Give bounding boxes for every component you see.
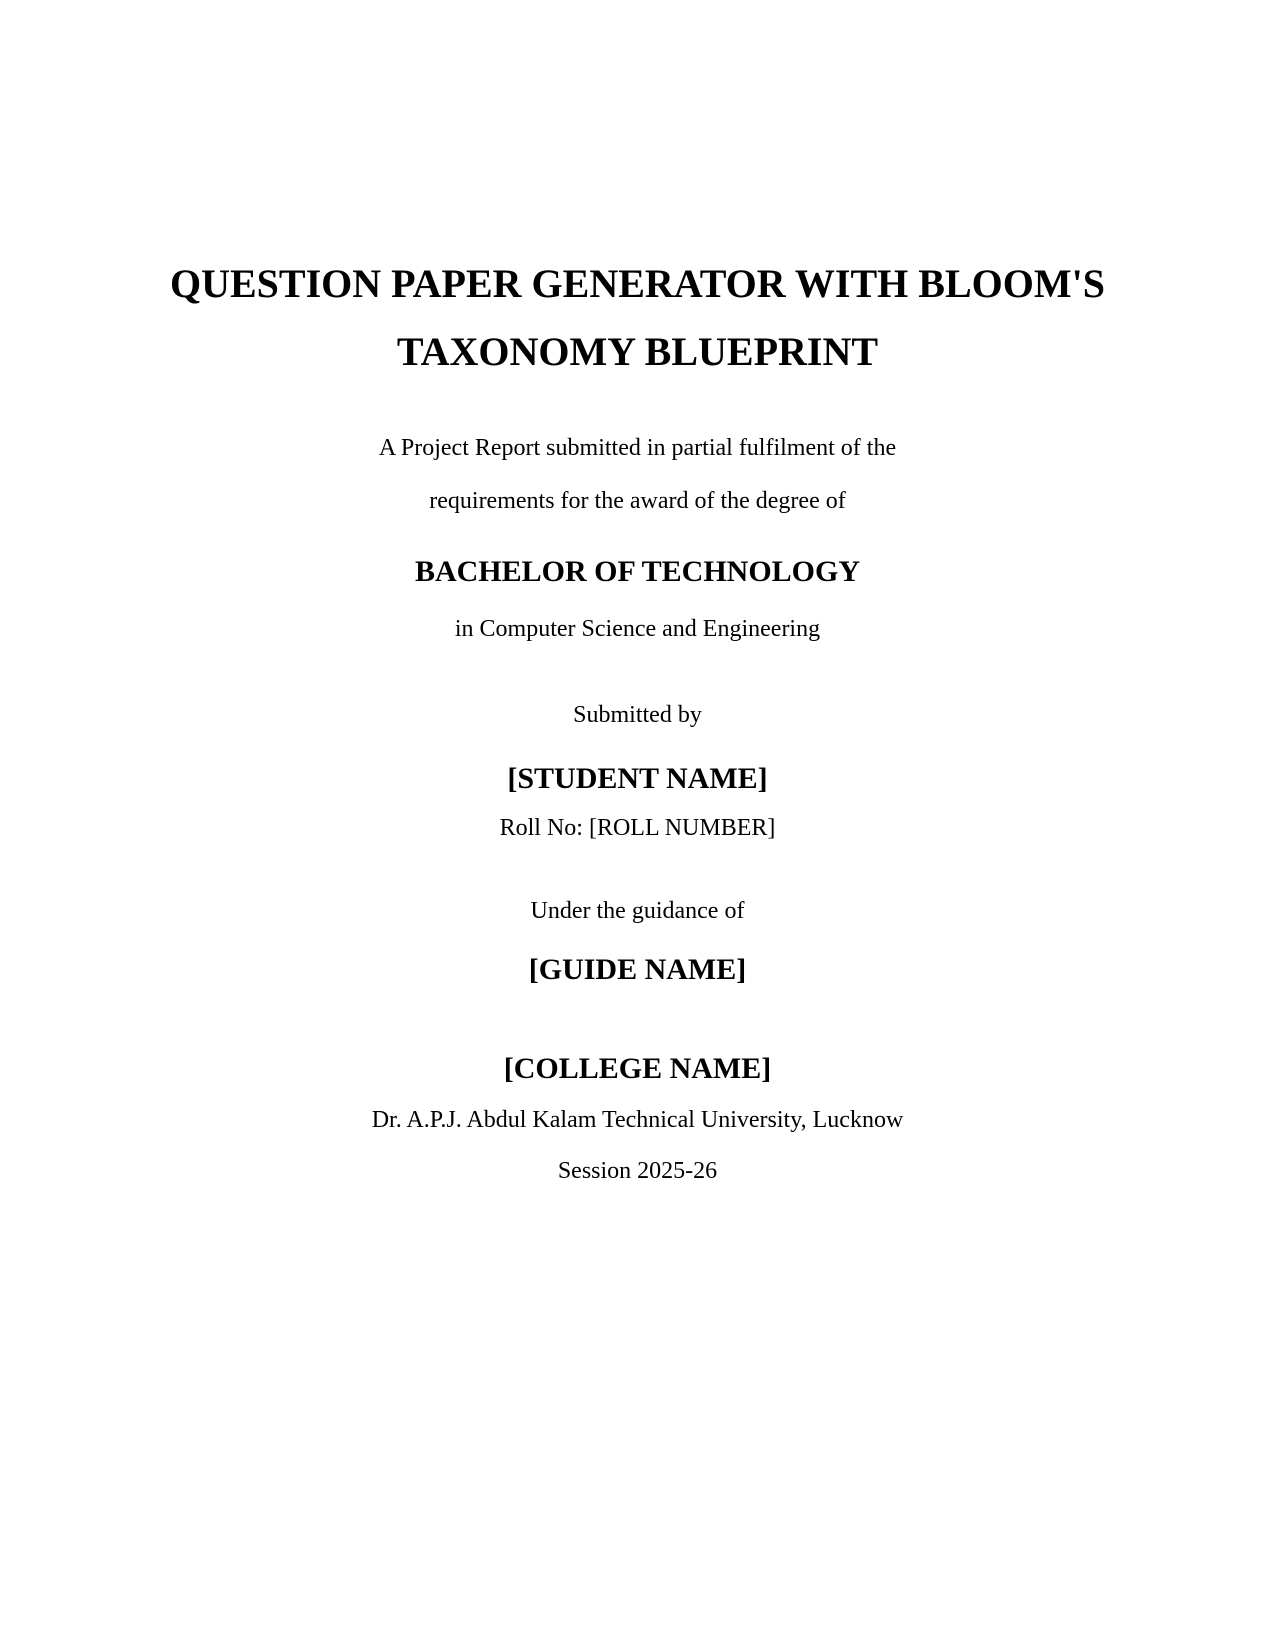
student-name: [STUDENT NAME]: [507, 762, 768, 795]
submission-statement-line-1: A Project Report submitted in partial fulfilment of the: [378, 435, 897, 461]
report-title-line-2: TAXONOMY BLUEPRINT: [396, 329, 879, 374]
submission-statement-line-2: requirements for the award of the degree of: [429, 488, 846, 514]
college-name: [COLLEGE NAME]: [503, 1052, 772, 1085]
degree-name: BACHELOR OF TECHNOLOGY: [414, 555, 861, 588]
academic-session: Session 2025-26: [557, 1158, 718, 1184]
submitted-by-label: Submitted by: [573, 702, 702, 728]
degree-branch: in Computer Science and Engineering: [454, 616, 821, 642]
university-name: Dr. A.P.J. Abdul Kalam Technical University, Lucknow: [371, 1107, 904, 1133]
guide-name: [GUIDE NAME]: [528, 953, 747, 986]
guidance-label: Under the guidance of: [530, 898, 745, 924]
report-title-line-1: QUESTION PAPER GENERATOR WITH BLOOM'S: [170, 261, 1105, 306]
roll-number: Roll No: [ROLL NUMBER]: [499, 815, 776, 841]
